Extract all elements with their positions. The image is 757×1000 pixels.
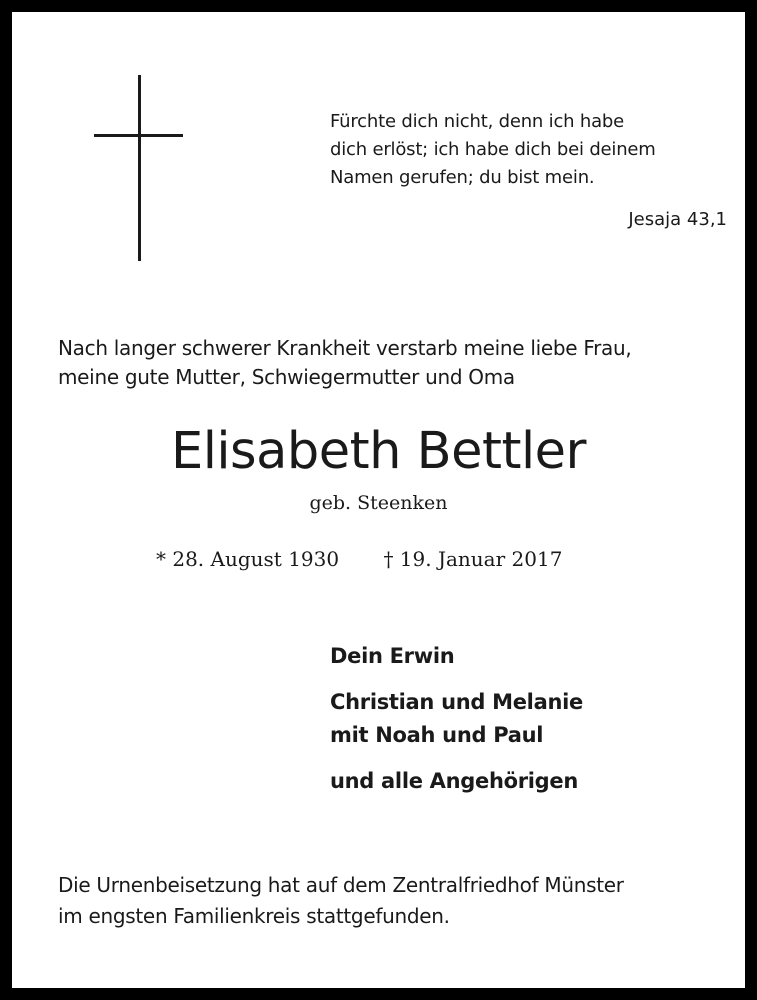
intro-line: Nach langer schwerer Krankheit verstarb meine liebe Frau,: [58, 336, 632, 360]
death-date: † 19. Januar 2017: [383, 547, 563, 571]
obituary-notice: [12, 12, 745, 988]
mourner-line: Dein Erwin: [330, 644, 455, 668]
birth-date: * 28. August 1930: [156, 547, 340, 571]
closing-line: Die Urnenbeisetzung hat auf dem Zentralfriedhof Münster: [58, 873, 624, 897]
life-dates: [156, 547, 562, 571]
maiden-name: geb. Steenken: [309, 492, 448, 514]
verse-line: dich erlöst; ich habe dich bei deinem: [330, 139, 656, 160]
mourner-line: und alle Angehörigen: [330, 769, 578, 793]
verse-reference: Jesaja 43,1: [628, 209, 727, 230]
intro-line: meine gute Mutter, Schwiegermutter und Oma: [58, 365, 515, 389]
mourners-list: [330, 640, 583, 811]
cross-icon-bar: [94, 134, 183, 137]
closing-line: im engsten Familienkreis stattgefunden.: [58, 904, 450, 928]
verse-line: Fürchte dich nicht, denn ich habe: [330, 111, 625, 132]
burial-note: [58, 870, 624, 932]
mourner-line: Christian und Melanie: [330, 690, 583, 714]
mourner-group: [330, 640, 583, 673]
deceased-name: Elisabeth Bettler: [170, 422, 587, 481]
intro-text: [58, 334, 631, 392]
bible-verse: [330, 108, 656, 192]
mourner-group: [330, 686, 583, 752]
mourner-line: mit Noah und Paul: [330, 723, 544, 747]
cross-icon: [138, 75, 141, 261]
mourner-group: [330, 765, 583, 798]
verse-line: Namen gerufen; du bist mein.: [330, 167, 595, 188]
